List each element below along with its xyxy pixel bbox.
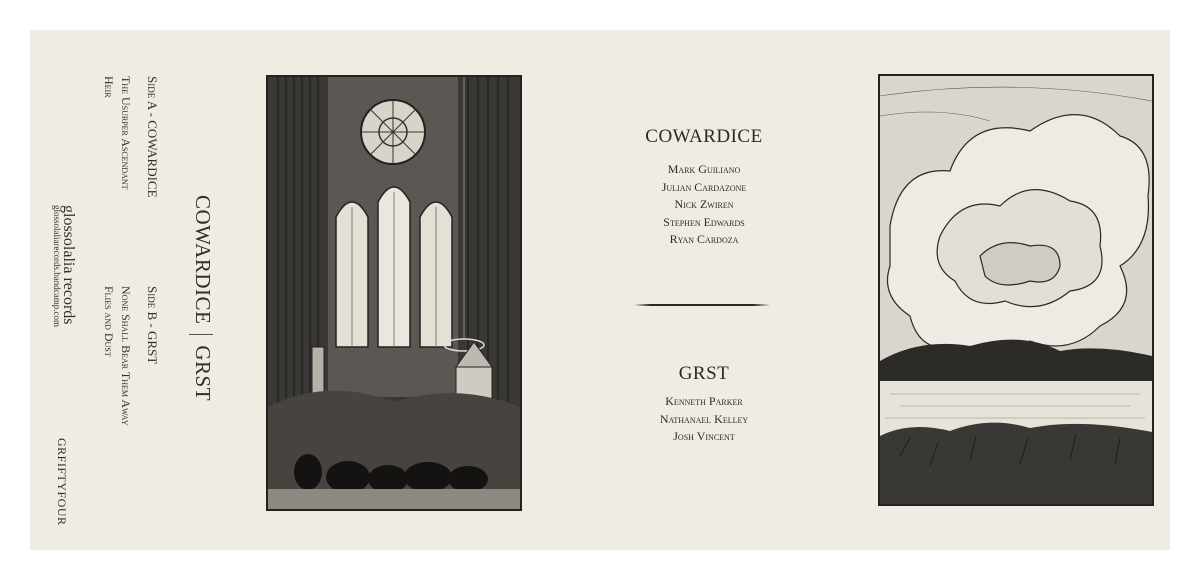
band-name-cowardice: COWARDICE [645, 126, 763, 147]
side-b-heading: Side B - GRST [145, 286, 160, 365]
spine-band-a: COWARDICE [191, 195, 215, 325]
member-name: Nathanael Kelley [659, 411, 749, 426]
grst-member-list [636, 393, 772, 446]
cathedral-artwork [266, 75, 522, 511]
track-item: The Usurper Ascendant [119, 76, 133, 190]
side-b-tracklist [100, 286, 134, 426]
cathedral-engraving-image [268, 77, 520, 509]
cowardice-member-list [636, 161, 772, 249]
spine-title [189, 195, 215, 401]
label-name: glossolalia records [60, 205, 77, 325]
section-divider [634, 304, 770, 306]
landscape-artwork [878, 74, 1154, 506]
track-item: Flies and Dust [102, 286, 116, 357]
label-url: glossolaliarecords.bandcamp.com [52, 205, 62, 327]
spine-separator [189, 334, 213, 335]
track-item: Heir [102, 76, 116, 98]
track-item: None Shall Bear Them Away [119, 286, 133, 426]
member-name: Ryan Cardoza [669, 232, 739, 246]
member-name: Julian Cardazone [661, 179, 747, 194]
spine-band-b: GRST [191, 345, 215, 402]
member-name: Mark Guiliano [667, 162, 741, 176]
member-name: Josh Vincent [673, 429, 735, 443]
catalog-number: GRFIFTYFOUR [55, 438, 69, 526]
member-name: Kenneth Parker [665, 394, 743, 408]
band-name-grst: GRST [678, 363, 730, 384]
side-a-heading: Side A - COWARDICE [145, 76, 160, 198]
member-name: Stephen Edwards [663, 214, 745, 229]
member-name: Nick Zwiren [674, 197, 734, 211]
side-a-tracklist [100, 76, 134, 190]
clouds-lake-engraving-image [880, 76, 1152, 504]
